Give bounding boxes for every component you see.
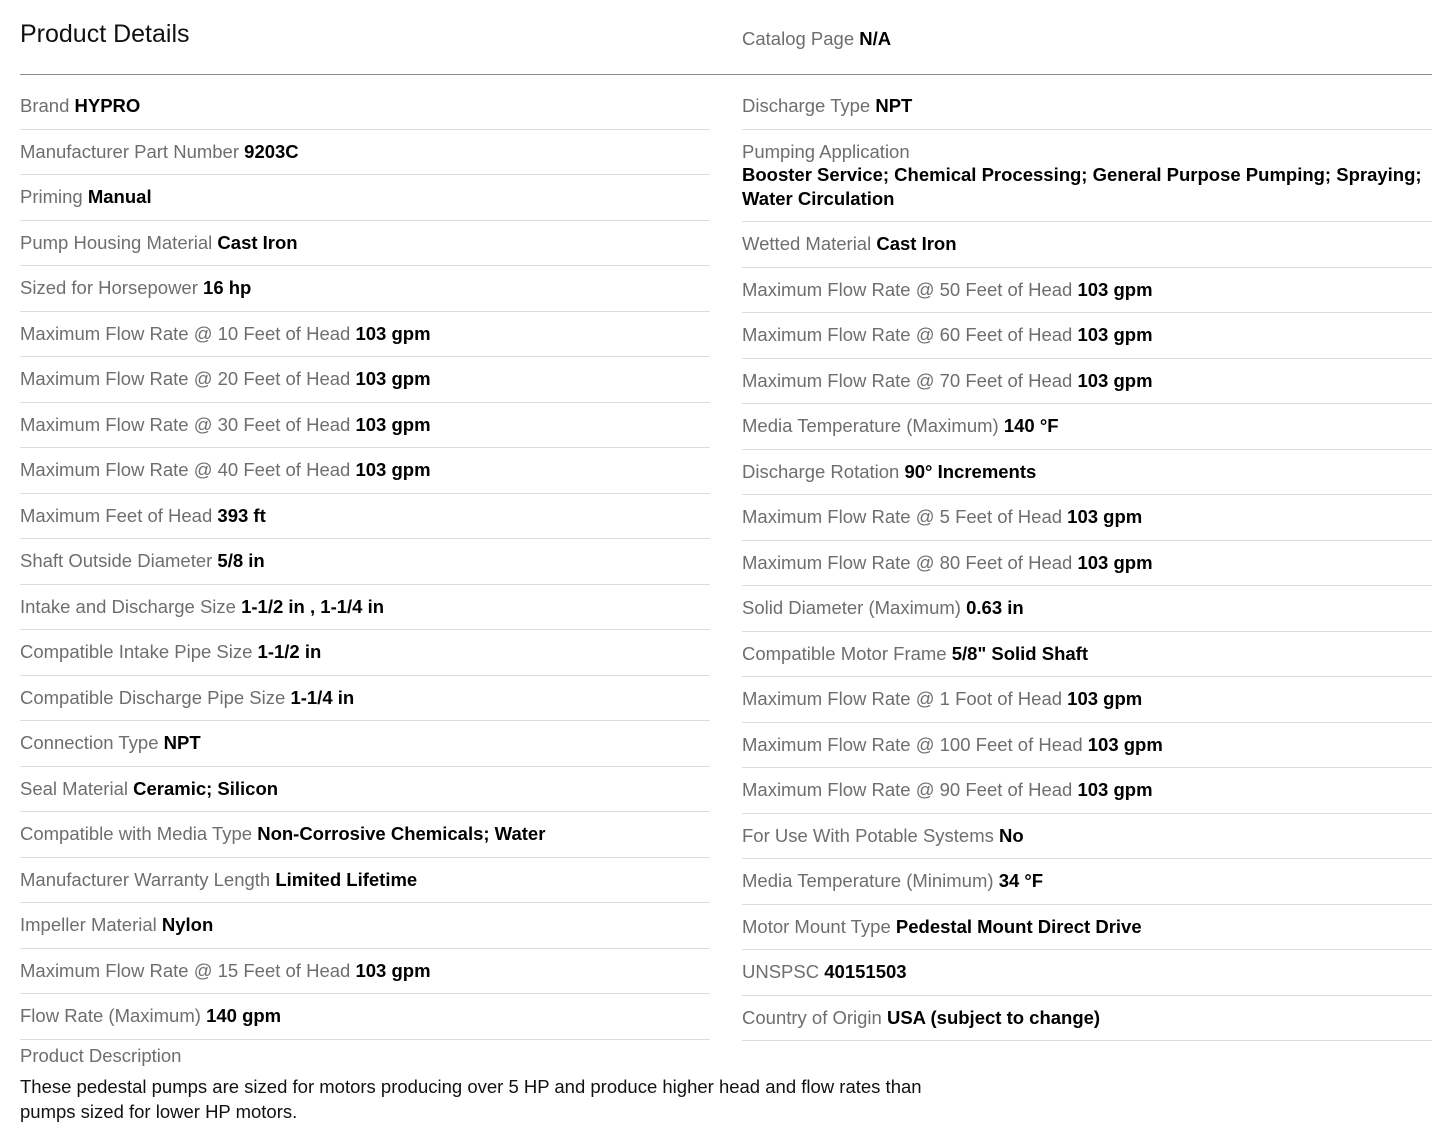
spec-row-flow-40ft [20,448,710,494]
catalog-page-value: N/A [859,28,892,49]
spec-list-left [20,84,710,1040]
spec-value: Manual [87,186,152,207]
spec-row-flow-70ft [742,359,1432,405]
spec-row-intake-discharge-size [20,585,710,631]
spec-value: 140 °F [1003,415,1059,436]
spec-row-connection-type [20,721,710,767]
spec-label: Solid Diameter (Maximum) [742,597,961,618]
spec-label: Maximum Flow Rate @ 90 Feet of Head [742,779,1073,800]
spec-value: 1-1/2 in , 1-1/4 in [241,595,385,617]
spec-value: 103 gpm [355,959,431,981]
spec-value: 103 gpm [1087,733,1163,755]
spec-label: Wetted Material [742,233,872,254]
spec-row-part-number [20,130,710,176]
spec-value: Pedestal Mount Direct Drive [895,915,1142,937]
spec-row-flow-5ft [742,495,1432,541]
spec-row-wetted-material [742,222,1432,268]
spec-value: 34 °F [998,870,1044,891]
spec-label: Maximum Flow Rate @ 20 Feet of Head [20,368,351,389]
spec-value: Ceramic; Silicon [133,777,279,799]
spec-value: 393 ft [217,504,266,526]
spec-row-discharge-type [742,84,1432,130]
spec-row-flow-15ft [20,949,710,995]
spec-label: Connection Type [20,732,159,753]
spec-value: 103 gpm [355,459,431,480]
spec-label: Flow Rate (Maximum) [20,1005,201,1026]
catalog-page-label: Catalog Page [742,28,855,49]
spec-row-flow-max [20,994,710,1040]
spec-label: Maximum Flow Rate @ 100 Feet of Head [742,733,1083,755]
spec-label: Maximum Flow Rate @ 1 Foot of Head [742,688,1063,709]
spec-label: Impeller Material [20,914,157,935]
spec-label: Manufacturer Part Number [20,140,240,162]
spec-label: Discharge Rotation [742,460,900,482]
spec-value: HYPRO [74,95,141,116]
spec-row-pumping-application [742,130,1432,223]
spec-list-right [742,84,1432,1041]
spec-value: 140 gpm [206,1005,282,1026]
spec-row-flow-1ft [742,677,1432,723]
spec-label: UNSPSC [742,961,820,982]
spec-row-media-temp-min [742,859,1432,905]
spec-row-media-type [20,812,710,858]
spec-label: Compatible with Media Type [20,823,253,844]
spec-row-housing-material [20,221,710,267]
spec-label: Compatible Discharge Pipe Size [20,686,286,708]
spec-label: Compatible Motor Frame [742,642,947,664]
product-description [20,1044,980,1124]
spec-row-flow-10ft [20,312,710,358]
spec-value: 5/8 in [217,550,265,571]
spec-label: Maximum Flow Rate @ 50 Feet of Head [742,278,1073,300]
spec-row-flow-50ft [742,268,1432,314]
spec-label: Country of Origin [742,1006,882,1028]
spec-label: Motor Mount Type [742,915,891,937]
spec-row-impeller-material [20,903,710,949]
spec-value: 16 hp [203,277,252,298]
spec-label: Maximum Flow Rate @ 15 Feet of Head [20,959,351,981]
spec-row-flow-20ft [20,357,710,403]
spec-value: 103 gpm [1067,688,1143,709]
spec-value: 103 gpm [355,322,431,344]
spec-value: Limited Lifetime [275,868,418,890]
spec-label: Intake and Discharge Size [20,595,236,617]
spec-row-discharge-pipe-size [20,676,710,722]
spec-row-motor-frame [742,632,1432,678]
spec-value: 103 gpm [1077,324,1153,345]
spec-row-flow-90ft [742,768,1432,814]
spec-label: Brand [20,95,70,116]
spec-label: Media Temperature (Minimum) [742,870,994,891]
spec-row-brand [20,84,710,130]
spec-value: 103 gpm [355,413,431,435]
spec-row-potable [742,814,1432,860]
spec-label: Compatible Intake Pipe Size [20,641,253,662]
spec-value: 103 gpm [1077,551,1153,573]
spec-row-max-head [20,494,710,540]
spec-value: Nylon [161,914,214,935]
spec-row-flow-100ft [742,723,1432,769]
spec-row-solid-diameter [742,586,1432,632]
spec-label: Maximum Feet of Head [20,504,213,526]
spec-value: 1-1/4 in [290,686,355,708]
product-description-text: These pedestal pumps are sized for motors producing over 5 HP and produce higher head and flow rates than pumps sized for lower HP motors. [20,1076,922,1122]
page-title: Product Details [20,20,190,48]
spec-value: 103 gpm [1077,278,1153,300]
spec-row-horsepower [20,266,710,312]
spec-label: Media Temperature (Maximum) [742,415,999,436]
catalog-page [742,28,891,50]
spec-value: 103 gpm [1077,369,1153,391]
spec-value: Cast Iron [217,231,298,253]
spec-row-media-temp-max [742,404,1432,450]
spec-row-flow-80ft [742,541,1432,587]
spec-label: Sized for Horsepower [20,277,198,298]
spec-value: Cast Iron [876,233,957,254]
spec-value: 90° Increments [904,460,1037,482]
spec-label: Maximum Flow Rate @ 80 Feet of Head [742,551,1073,573]
spec-value: Non-Corrosive Chemicals; Water [257,823,546,844]
spec-row-shaft-diameter [20,539,710,585]
spec-label: Maximum Flow Rate @ 70 Feet of Head [742,369,1073,391]
spec-label: Manufacturer Warranty Length [20,868,271,890]
spec-label: Maximum Flow Rate @ 30 Feet of Head [20,413,351,435]
spec-label: Maximum Flow Rate @ 10 Feet of Head [20,322,351,344]
spec-row-unspsc [742,950,1432,996]
spec-row-discharge-rotation [742,450,1432,496]
spec-value: Booster Service; Chemical Processing; General Purpose Pumping; Spraying; Water Circulation [742,164,1422,209]
spec-row-warranty [20,858,710,904]
spec-label: Discharge Type [742,95,871,116]
spec-row-priming [20,175,710,221]
spec-label: Maximum Flow Rate @ 5 Feet of Head [742,506,1063,527]
spec-value: NPT [163,732,201,753]
spec-row-flow-60ft [742,313,1432,359]
spec-row-intake-pipe-size [20,630,710,676]
product-description-label: Product Description [20,1045,182,1066]
spec-label: For Use With Potable Systems [742,824,994,846]
spec-value: No [999,824,1024,846]
spec-label: Maximum Flow Rate @ 40 Feet of Head [20,459,351,480]
spec-value: 0.63 in [966,597,1024,618]
spec-label: Priming [20,186,83,207]
spec-value: USA (subject to change) [886,1006,1101,1028]
spec-value: 103 gpm [1067,506,1143,527]
spec-label: Shaft Outside Diameter [20,550,213,571]
spec-row-flow-30ft [20,403,710,449]
spec-value: 103 gpm [1077,779,1153,800]
spec-row-seal-material [20,767,710,813]
spec-label: Pump Housing Material [20,231,213,253]
spec-row-motor-mount [742,905,1432,951]
spec-row-country-of-origin [742,996,1432,1042]
spec-value: 103 gpm [355,368,431,389]
spec-value: NPT [875,95,913,116]
spec-value: 9203C [244,140,299,162]
spec-label: Seal Material [20,777,128,799]
header-divider [20,74,1432,75]
spec-value: 5/8" Solid Shaft [951,642,1088,664]
spec-label: Pumping Application [742,140,910,162]
spec-value: 40151503 [824,961,907,982]
spec-label: Maximum Flow Rate @ 60 Feet of Head [742,324,1073,345]
spec-value: 1-1/2 in [257,641,322,662]
